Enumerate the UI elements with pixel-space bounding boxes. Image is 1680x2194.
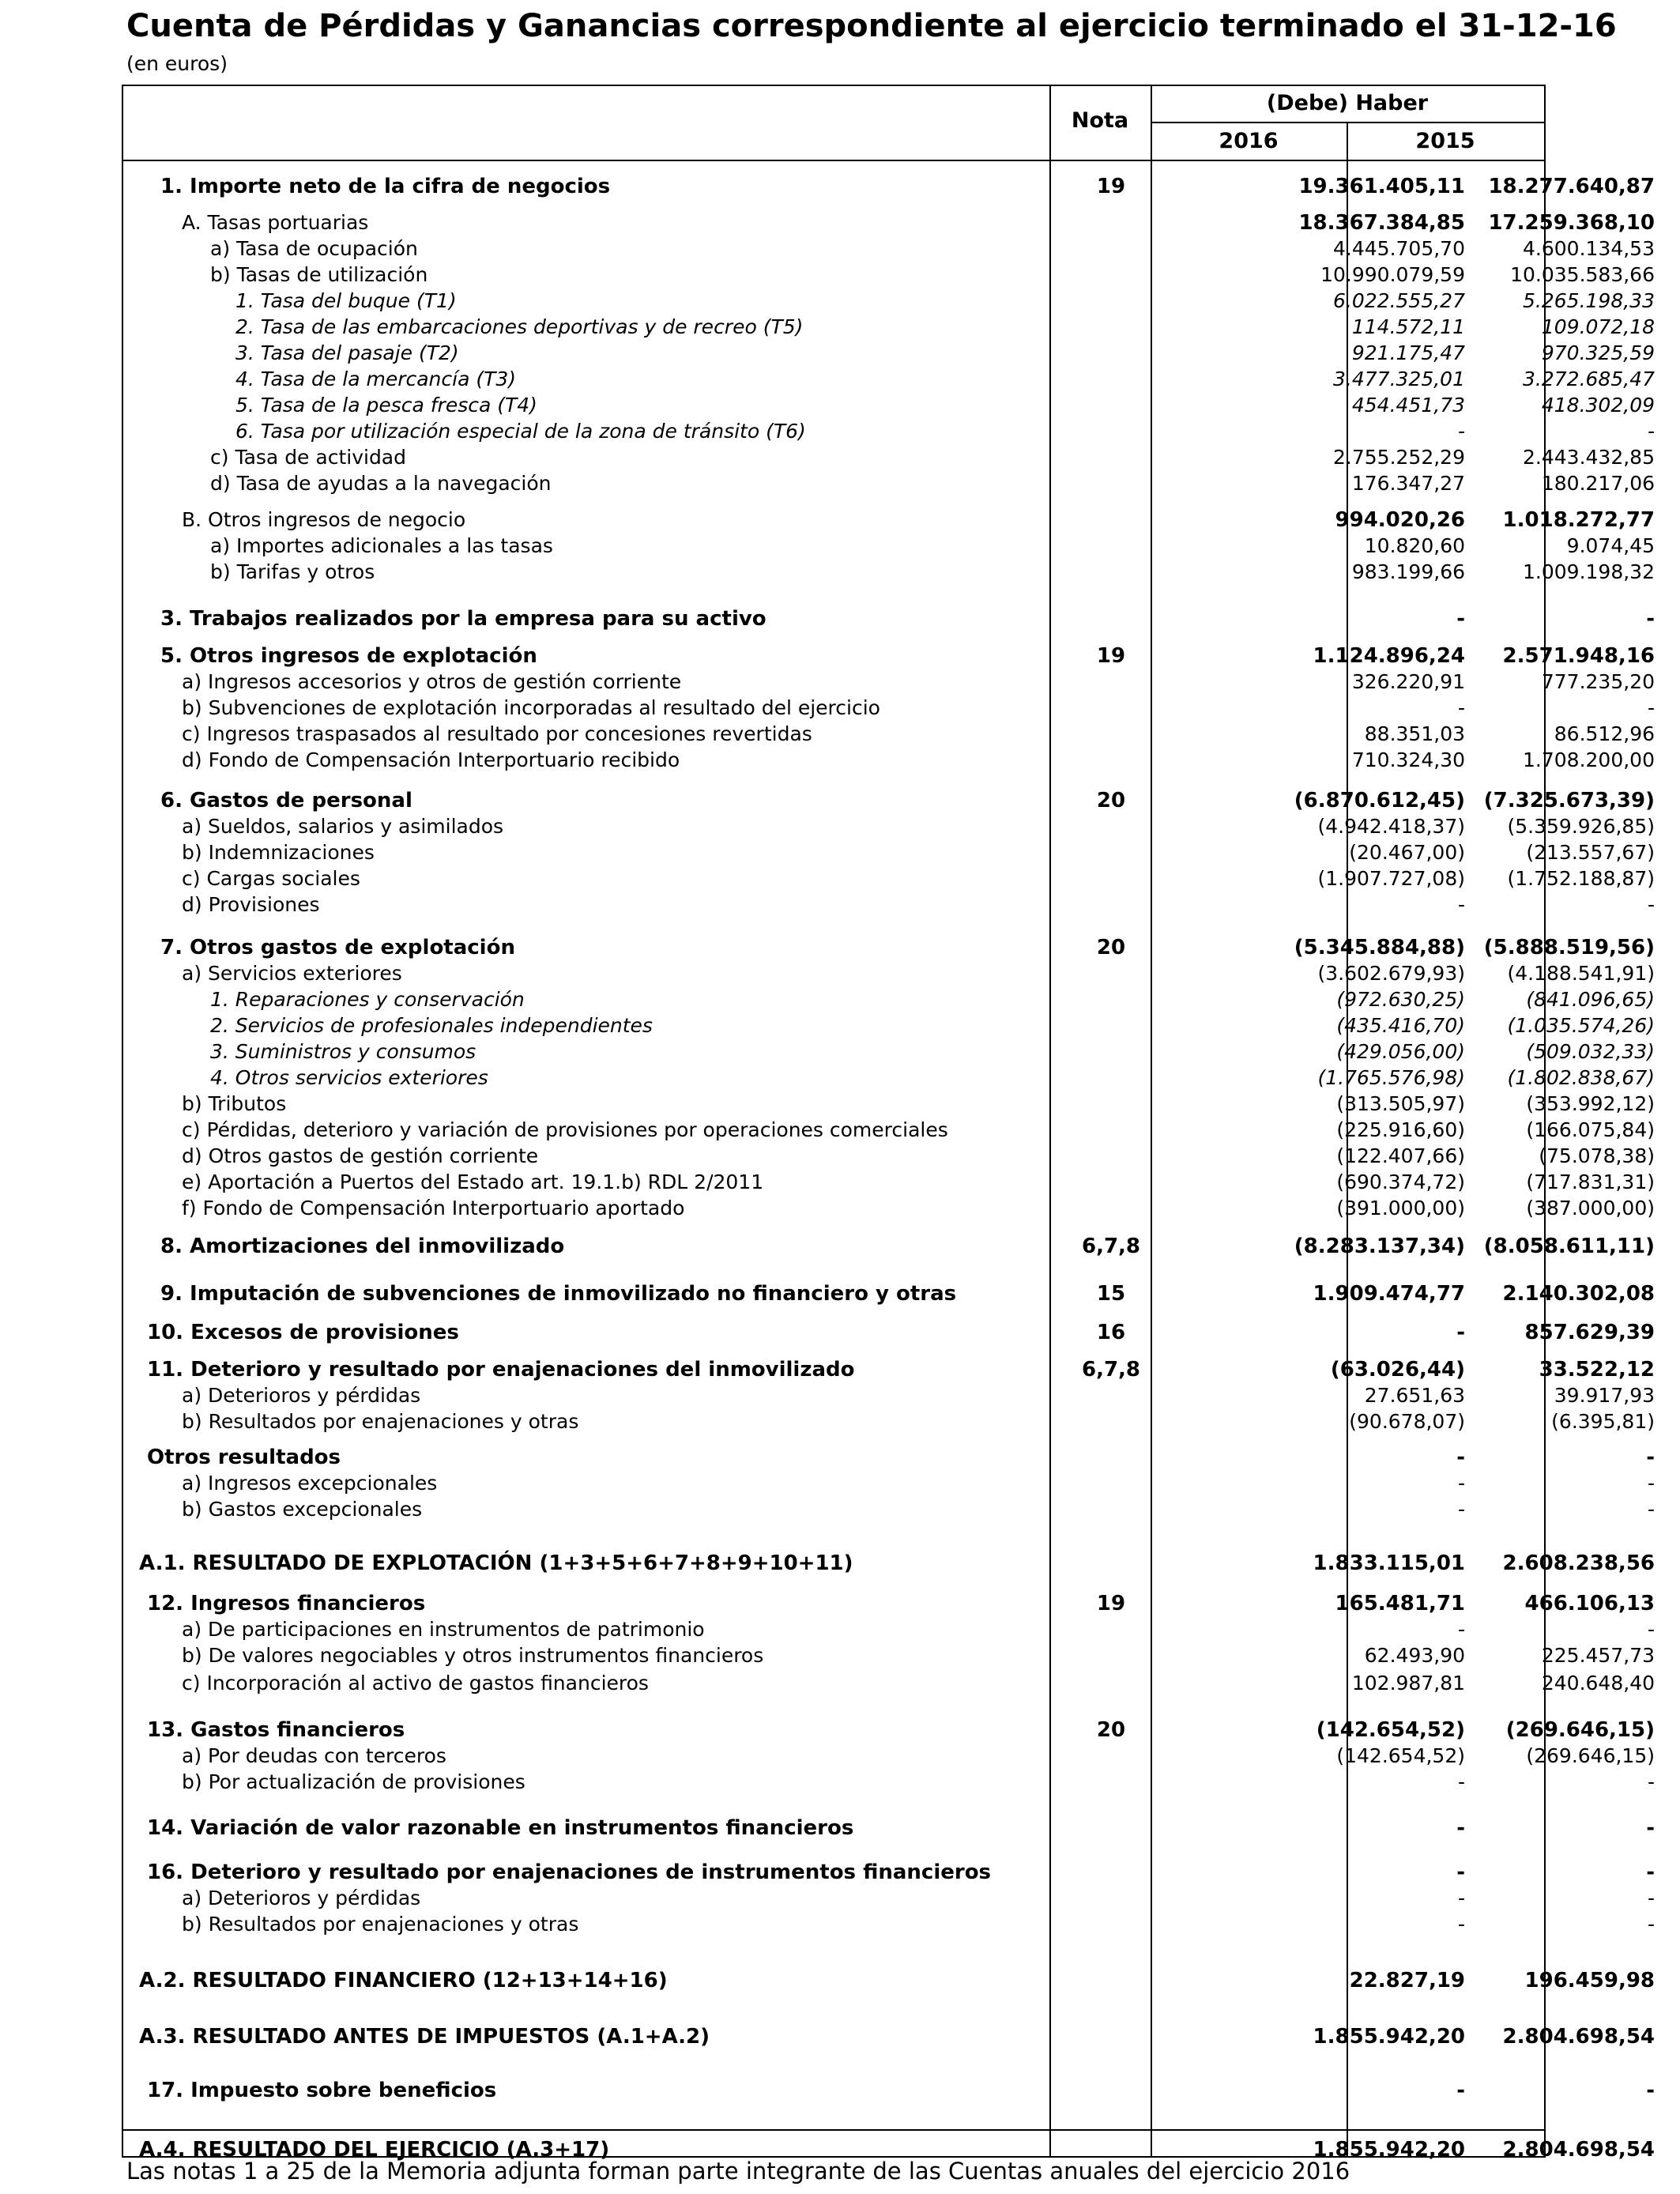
row-label: 5. Tasa de la pesca fresca (T4) [235,394,537,417]
table-row [123,643,1655,669]
row-nota: 19 [1096,1592,1126,1615]
value-2015: (387.000,00) [1526,1197,1655,1220]
table-row [123,1039,1655,1065]
table-row [123,1743,1655,1770]
table-row [123,288,1655,315]
table-row [123,1012,1655,1039]
table-row [123,865,1655,892]
row-label: a) Deterioros y pérdidas [182,1384,421,1407]
value-2016: 1.909.474,77 [1313,1282,1465,1306]
value-2015: 777.235,20 [1541,670,1655,693]
row-label: 3. Tasa del pasaje (T2) [235,341,459,364]
row-label: b) Tributos [182,1092,287,1115]
table-row [123,1195,1655,1222]
table-row [123,209,1655,236]
row-label: A.3. RESULTADO ANTES DE IMPUESTOS (A.1+A.2) [139,2025,710,2049]
value-2015: - [1646,1446,1655,1469]
value-2016: 1.855.942,20 [1313,2138,1465,2162]
value-2015: - [1646,1816,1655,1840]
value-2015: 1.708.200,00 [1523,748,1655,771]
row-label: 3. Suministros y consumos [210,1040,477,1063]
table-row [123,1169,1655,1196]
value-2016: (63.026,44) [1330,1358,1465,1382]
value-2015: 466.106,13 [1524,1592,1655,1615]
value-2015: 2.443.432,85 [1523,446,1655,469]
table-row [123,1117,1655,1144]
value-2015: - [1646,607,1655,631]
header-group-line [1151,122,1544,123]
row-label: 11. Deterioro y resultado por enajenaciones del inmovilizado [147,1358,855,1382]
value-2015: - [1647,1472,1655,1495]
value-2016: (972.630,25) [1336,988,1465,1011]
header-year-2015: 2015 [1415,129,1475,153]
row-label: Otros resultados [147,1446,341,1469]
value-2016: (5.345.884,88) [1294,936,1465,959]
row-label: A.4. RESULTADO DEL EJERCICIO (A.3+17) [139,2138,610,2162]
table-row [123,470,1655,497]
final-total-line [123,2129,1544,2131]
table-row [123,813,1655,840]
row-label: B. Otros ingresos de negocio [182,508,466,531]
value-2015: (75.078,38) [1539,1144,1655,1167]
table-row [123,1550,1655,1577]
table-row [123,787,1655,814]
row-label: d) Provisiones [182,893,320,916]
value-2016: (20.467,00) [1349,841,1465,864]
table-row [123,444,1655,471]
value-2015: - [1647,696,1655,719]
table-row [123,1280,1655,1307]
row-label: c) Incorporación al activo de gastos financieros [182,1672,649,1695]
value-2016: - [1456,1860,1465,1884]
value-2015: (7.325.673,39) [1483,789,1655,812]
table-row [123,695,1655,722]
row-nota: 16 [1096,1321,1126,1344]
row-label: A.1. RESULTADO DE EXPLOTACIÓN (1+3+5+6+7+8+9+10+11) [139,1551,853,1575]
value-2015: 86.512,96 [1554,722,1655,745]
row-nota: 15 [1096,1282,1126,1306]
value-2016: - [1457,1913,1465,1936]
table-row [123,1091,1655,1118]
value-2016: 326.220,91 [1351,670,1465,693]
table-row [123,1496,1655,1523]
table-row [123,1408,1655,1435]
value-2015: 4.600.134,53 [1523,237,1655,260]
value-2015: - [1647,1887,1655,1909]
table-row [123,1769,1655,1796]
row-label: c) Ingresos traspasados al resultado por concesiones revertidas [182,722,812,745]
value-2015: 2.804.698,54 [1502,2138,1655,2162]
value-2015: - [1647,1913,1655,1936]
value-2016: 18.367.384,85 [1298,211,1465,235]
table-row [123,1470,1655,1497]
value-2016: (690.374,72) [1336,1171,1465,1193]
table-row [123,1319,1655,1346]
row-label: 1. Tasa del buque (T1) [235,289,457,312]
value-2015: (717.831,31) [1526,1171,1655,1193]
value-2015: 3.272.685,47 [1523,368,1655,390]
row-label: 8. Amortizaciones del inmovilizado [160,1235,565,1258]
value-2016: (4.942.418,37) [1317,815,1465,838]
row-label: 2. Tasa de las embarcaciones deportivas y de recreo (T5) [235,315,804,338]
value-2016: 4.445.705,70 [1333,237,1465,260]
table-row [123,340,1655,367]
row-label: 17. Impuesto sobre beneficios [147,2079,497,2102]
value-2015: (166.075,84) [1526,1118,1655,1141]
value-2016: 983.199,66 [1351,560,1465,583]
value-2016: (1.907.727,08) [1317,867,1465,890]
table-row [123,839,1655,866]
value-2015: 970.325,59 [1541,341,1655,364]
table-row [123,1815,1655,1842]
row-label: 4. Otros servicios exteriores [210,1066,488,1089]
table-row [123,892,1655,918]
income-statement-table [122,85,1655,2162]
row-nota: 6,7,8 [1081,1235,1141,1258]
row-label: 3. Trabajos realizados por la empresa para su activo [160,607,767,631]
row-label: 1. Importe neto de la cifra de negocios [160,175,611,198]
row-label: a) Servicios exteriores [182,962,402,985]
table-row [123,366,1655,393]
row-label: d) Otros gastos de gestión corriente [182,1144,539,1167]
row-label: 6. Tasa por utilización especial de la zona de tránsito (T6) [235,420,806,443]
table-row [123,559,1655,586]
value-2015: 10.035.583,66 [1510,263,1655,286]
value-2016: 1.124.896,24 [1313,644,1465,668]
value-2016: 3.477.325,01 [1333,368,1465,390]
value-2016: 88.351,03 [1364,722,1465,745]
value-2016: 114.572,11 [1351,315,1465,338]
row-label: 12. Ingresos financieros [147,1592,426,1615]
table-row [123,1444,1655,1471]
value-2015: 39.917,93 [1554,1384,1655,1407]
header-bottom-line [123,160,1544,161]
page-title: Cuenta de Pérdidas y Ganancias correspondiente al ejercicio terminado el 31-12-16 [126,8,1617,44]
value-2015: (1.035.574,26) [1507,1014,1655,1037]
row-label: d) Fondo de Compensación Interportuario recibido [182,748,680,771]
value-2015: (213.557,67) [1526,841,1655,864]
value-2015: (5.888.519,56) [1483,936,1655,959]
value-2016: 921.175,47 [1351,341,1465,364]
row-label: a) Sueldos, salarios y asimilados [182,815,504,838]
table-row [123,507,1655,533]
value-2016: 10.820,60 [1364,534,1465,557]
value-2015: - [1647,893,1655,916]
currency-note: (en euros) [126,52,228,75]
row-label: a) Importes adicionales a las tasas [210,534,553,557]
row-nota: 20 [1096,936,1126,959]
row-label: b) Indemnizaciones [182,841,375,864]
value-2016: - [1457,1887,1465,1909]
row-label: 4. Tasa de la mercancía (T3) [235,368,517,390]
value-2015: 2.804.698,54 [1502,2025,1655,2049]
table-row [123,1859,1655,1886]
row-label: 13. Gastos financieros [147,1718,405,1742]
row-label: A. Tasas portuarias [182,211,369,234]
header-year-2016: 2016 [1219,129,1279,153]
table-row [123,1382,1655,1409]
table-row [123,960,1655,987]
row-label: a) Tasa de ocupación [210,237,418,260]
row-label: c) Cargas sociales [182,867,360,890]
header-nota: Nota [1071,108,1129,133]
table-row [123,392,1655,419]
row-label: a) Ingresos accesorios y otros de gestión corriente [182,670,682,693]
table-row [123,934,1655,961]
value-2016: - [1457,1618,1465,1641]
value-2016: 102.987,81 [1351,1672,1465,1695]
row-label: b) Resultados por enajenaciones y otras [182,1410,579,1433]
row-label: b) De valores negociables y otros instrumentos financieros [182,1644,764,1667]
value-2015: - [1646,2079,1655,2102]
table-row [123,721,1655,748]
row-nota: 19 [1096,175,1126,198]
value-2016: - [1456,1446,1465,1469]
value-2015: (841.096,65) [1526,988,1655,1011]
table-row [123,1885,1655,1912]
row-label: 1. Reparaciones y conservación [210,988,525,1011]
value-2016: (435.416,70) [1336,1014,1465,1037]
value-2016: 454.451,73 [1351,394,1465,417]
value-2016: (225.916,60) [1336,1118,1465,1141]
value-2015: 5.265.198,33 [1523,289,1655,312]
value-2015: - [1647,1618,1655,1641]
value-2015: 180.217,06 [1541,472,1655,495]
row-label: b) Resultados por enajenaciones y otras [182,1913,579,1936]
value-2015: 9.074,45 [1566,534,1655,557]
row-label: c) Pérdidas, deterioro y variación de provisiones por operaciones comerciales [182,1118,948,1141]
table-row [123,236,1655,262]
value-2015: 109.072,18 [1541,315,1655,338]
value-2016: (313.505,97) [1336,1092,1465,1115]
table-row [123,1143,1655,1170]
value-2016: - [1456,1816,1465,1840]
table-row [123,262,1655,288]
value-2016: 27.651,63 [1364,1384,1465,1407]
value-2015: (353.992,12) [1526,1092,1655,1115]
table-row [123,1356,1655,1383]
value-2015: 18.277.640,87 [1488,175,1655,198]
row-label: 7. Otros gastos de explotación [160,936,515,959]
value-2016: 176.347,27 [1351,472,1465,495]
value-2016: 62.493,90 [1364,1644,1465,1667]
value-2015: (8.058.611,11) [1483,1235,1655,1258]
value-2016: - [1457,1472,1465,1495]
row-label: c) Tasa de actividad [210,446,406,469]
value-2016: (1.765.576,98) [1317,1066,1465,1089]
row-label: b) Tarifas y otros [210,560,375,583]
value-2015: 240.648,40 [1541,1672,1655,1695]
row-label: b) Tasas de utilización [210,263,428,286]
value-2015: (4.188.541,91) [1507,962,1655,985]
row-label: a) Ingresos excepcionales [182,1472,438,1495]
value-2016: 10.990.079,59 [1320,263,1465,286]
row-label: d) Tasa de ayudas a la navegación [210,472,552,495]
table-row [123,314,1655,341]
value-2015: 857.629,39 [1524,1321,1655,1344]
value-2015: 2.140.302,08 [1502,1282,1655,1306]
value-2016: 1.833.115,01 [1313,1551,1465,1575]
value-2016: (8.283.137,34) [1294,1235,1465,1258]
value-2015: (5.359.926,85) [1507,815,1655,838]
value-2016: 165.481,71 [1335,1592,1465,1615]
table-row [123,747,1655,774]
row-label: a) De participaciones en instrumentos de patrimonio [182,1618,705,1641]
row-nota: 19 [1096,644,1126,668]
row-nota: 6,7,8 [1081,1358,1141,1382]
value-2015: 225.457,73 [1541,1644,1655,1667]
value-2015: (1.802.838,67) [1507,1066,1655,1089]
value-2015: (509.032,33) [1526,1040,1655,1063]
value-2016: (391.000,00) [1336,1197,1465,1220]
value-2016: - [1457,893,1465,916]
value-2016: - [1457,1498,1465,1521]
value-2015: 418.302,09 [1541,394,1655,417]
value-2015: (269.646,15) [1526,1744,1655,1767]
value-2016: - [1456,2079,1465,2102]
value-2015: 17.259.368,10 [1488,211,1655,235]
value-2016: - [1456,1321,1465,1344]
row-label: 16. Deterioro y resultado por enajenaciones de instrumentos financieros [147,1860,992,1884]
table-row [123,986,1655,1013]
value-2016: 19.361.405,11 [1298,175,1465,198]
table-row [123,1717,1655,1744]
table-row [123,1967,1655,1994]
value-2016: 22.827,19 [1349,1969,1465,1992]
table-row [123,605,1655,632]
value-2016: 1.855.942,20 [1313,2025,1465,2049]
value-2016: (3.602.679,93) [1317,962,1465,985]
footnote: Las notas 1 a 25 de la Memoria adjunta forman parte integrante de las Cuentas anuales del ejercicio 2016 [126,2158,1350,2185]
table-row [123,418,1655,445]
row-label: b) Gastos excepcionales [182,1498,423,1521]
value-2015: - [1646,1860,1655,1884]
table-row [123,2023,1655,2050]
table-row [123,1233,1655,1260]
table-row [123,2077,1655,2104]
value-2016: - [1456,607,1465,631]
table-row [123,1616,1655,1643]
value-2015: 2.571.948,16 [1502,644,1655,668]
row-label: 10. Excesos de provisiones [147,1321,459,1344]
row-nota: 20 [1096,1718,1126,1742]
row-label: f) Fondo de Compensación Interportuario aportado [182,1197,685,1220]
value-2016: (6.870.612,45) [1294,789,1465,812]
value-2016: 6.022.555,27 [1333,289,1465,312]
row-label: e) Aportación a Puertos del Estado art. 19.1.b) RDL 2/2011 [182,1171,764,1193]
value-2016: - [1457,420,1465,443]
row-label: a) Por deudas con terceros [182,1744,446,1767]
row-label: 2. Servicios de profesionales independientes [210,1014,653,1037]
table-row [123,669,1655,696]
row-label: 9. Imputación de subvenciones de inmovilizado no financiero y otras [160,1282,957,1306]
value-2015: (269.646,15) [1505,1718,1655,1742]
value-2016: (429.056,00) [1336,1040,1465,1063]
table-row [123,173,1655,200]
value-2015: - [1647,420,1655,443]
row-label: b) Subvenciones de explotación incorporadas al resultado del ejercicio [182,696,880,719]
value-2015: 1.018.272,77 [1502,508,1655,532]
table-row [123,1065,1655,1091]
table-row [123,533,1655,560]
row-label: A.2. RESULTADO FINANCIERO (12+13+14+16) [139,1969,668,1992]
value-2016: (90.678,07) [1349,1410,1465,1433]
value-2015: - [1647,1770,1655,1793]
value-2015: (1.752.188,87) [1507,867,1655,890]
table-row [123,1642,1655,1669]
value-2015: (6.395,81) [1551,1410,1655,1433]
value-2015: 196.459,98 [1524,1969,1655,1992]
value-2016: (142.654,52) [1316,1718,1465,1742]
row-nota: 20 [1096,789,1126,812]
value-2016: - [1457,696,1465,719]
row-label: 5. Otros ingresos de explotación [160,644,537,668]
row-label: 6. Gastos de personal [160,789,412,812]
row-label: a) Deterioros y pérdidas [182,1887,421,1909]
header-debe-haber: (Debe) Haber [1266,91,1429,115]
value-2016: 2.755.252,29 [1333,446,1465,469]
value-2016: (122.407,66) [1336,1144,1465,1167]
table-row [123,1670,1655,1697]
row-label: b) Por actualización de provisiones [182,1770,525,1793]
value-2016: 994.020,26 [1335,508,1465,532]
value-2016: (142.654,52) [1336,1744,1465,1767]
row-label: 14. Variación de valor razonable en instrumentos financieros [147,1816,854,1840]
value-2015: - [1647,1498,1655,1521]
value-2016: 710.324,30 [1351,748,1465,771]
table-row [123,1911,1655,1938]
value-2015: 2.608.238,56 [1502,1551,1655,1575]
value-2015: 1.009.198,32 [1523,560,1655,583]
table-row [123,1590,1655,1617]
value-2015: 33.522,12 [1539,1358,1655,1382]
value-2016: - [1457,1770,1465,1793]
